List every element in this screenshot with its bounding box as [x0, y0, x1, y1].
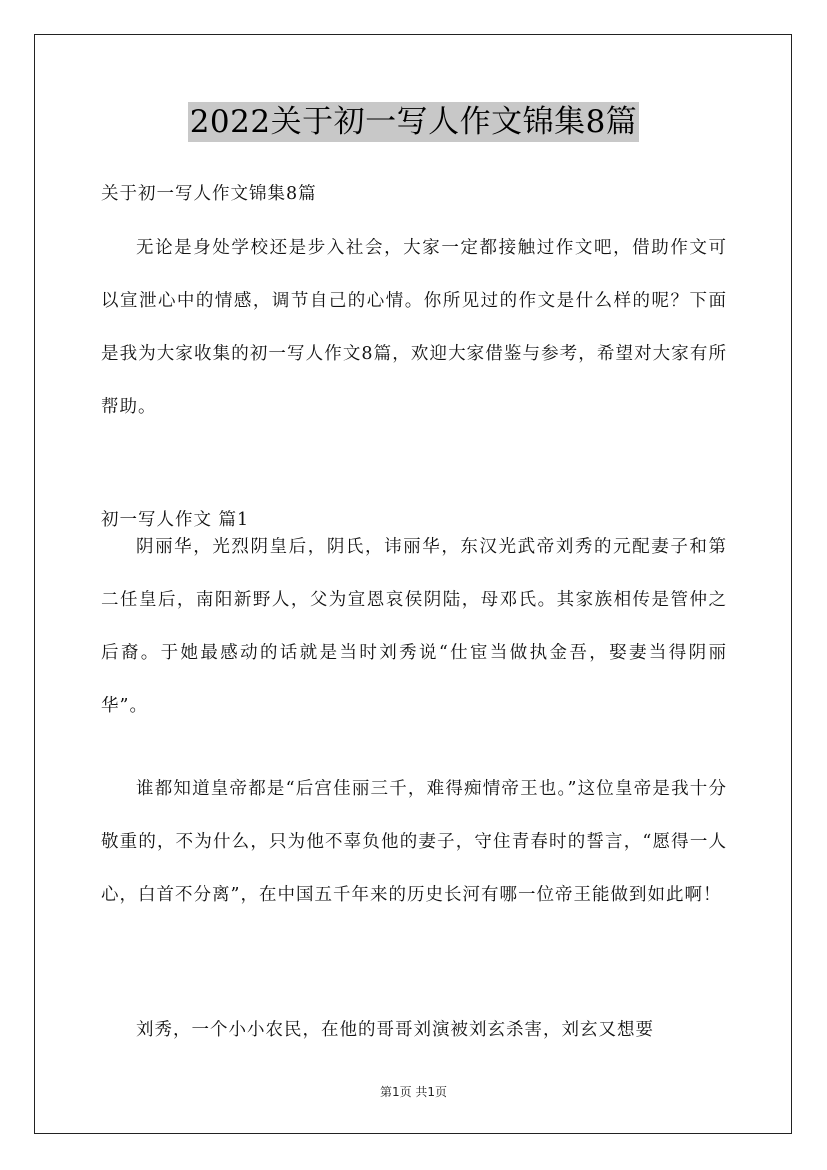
document-title: 2022关于初一写人作文锦集8篇	[189, 104, 638, 140]
body-paragraph-3: 刘秀，一个小小农民，在他的哥哥刘演被刘玄杀害，刘玄又想要	[136, 1020, 654, 1040]
document-subtitle: 关于初一写人作文锦集8篇	[101, 184, 317, 204]
body-paragraph-2: 谁都知道皇帝都是“后宫佳丽三千，难得痴情帝王也。”这位皇帝是我十分敬重的，不为什么，只为他不辜负他的妻子，守住青春时的誓言，“愿得一人心，白首不分离”，在中国五千年来的历史长河有哪一位帝王能做到如此啊！	[101, 779, 727, 905]
section-heading: 初一写人作文 篇1	[101, 510, 250, 530]
page-footer: 第1页 共1页	[379, 1085, 448, 1099]
title-container	[0, 102, 827, 142]
body-paragraph-1: 阴丽华，光烈阴皇后，阴氏，讳丽华，东汉光武帝刘秀的元配妻子和第二任皇后，南阳新野人，父为宣恩哀侯阴陆，母邓氏。其家族相传是管仲之后裔。于她最感动的话就是当时刘秀说“仕宦当做执金吾，娶妻当得阴丽华”。	[101, 537, 727, 716]
intro-paragraph: 无论是身处学校还是步入社会，大家一定都接触过作文吧，借助作文可以宣泄心中的情感，调节自己的心情。你所见过的作文是什么样的呢？下面是我为大家收集的初一写人作文8篇，欢迎大家借鉴与参考，希望对大家有所帮助。	[101, 238, 727, 417]
